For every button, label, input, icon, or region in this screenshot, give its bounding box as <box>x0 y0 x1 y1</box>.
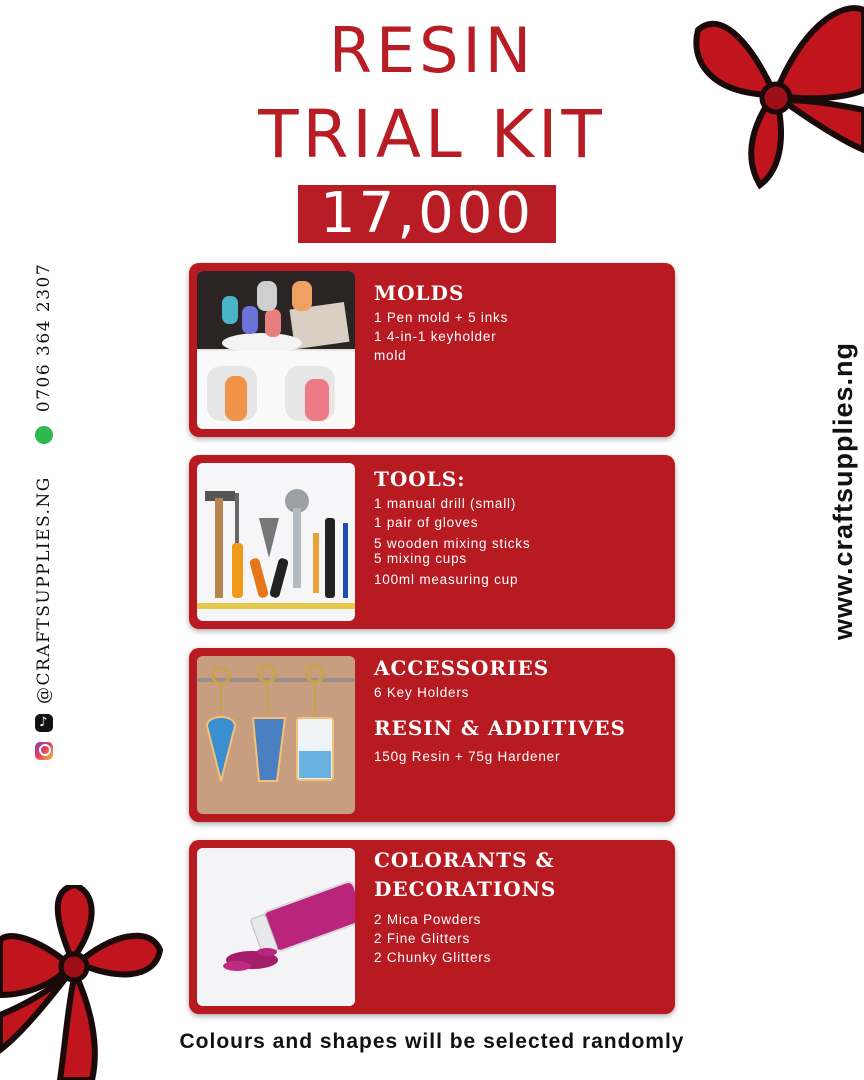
list-item: 5 mixing cups <box>374 551 467 566</box>
section-heading: TOOLS: <box>374 467 466 491</box>
card-colorants-text <box>374 846 665 967</box>
price-badge: 17,000 <box>298 185 556 243</box>
list-item: 1 Pen mold + 5 inks <box>374 310 509 325</box>
social-strip <box>34 263 54 760</box>
list-item: 150g Resin + 75g Hardener <box>374 749 561 764</box>
list-item: 2 Mica Powders <box>374 912 482 927</box>
section-heading: DECORATIONS <box>374 877 557 901</box>
whatsapp-icon <box>35 426 53 444</box>
section-heading: ACCESSORIES <box>374 656 550 680</box>
card-molds-text <box>374 279 665 365</box>
tiktok-icon: ♪ <box>35 714 53 732</box>
list-item: 2 Chunky Glitters <box>374 950 492 965</box>
list-item: 6 Key Holders <box>374 685 470 700</box>
card-molds <box>189 263 675 437</box>
list-item: 1 pair of gloves <box>374 515 479 530</box>
list-item: 2 Fine Glitters <box>374 931 471 946</box>
card-tools-text <box>374 465 665 589</box>
keychains-photo <box>197 656 355 814</box>
title-line-1: RESIN <box>328 14 536 87</box>
glitter-photo <box>197 848 355 1006</box>
phone-number: 0706 364 2307 <box>34 262 54 413</box>
card-tools <box>189 455 675 629</box>
card-accessories <box>189 648 675 822</box>
card-colorants <box>189 840 675 1014</box>
card-accessories-text <box>374 654 665 766</box>
tools-photo <box>197 463 355 621</box>
list-item: 1 4-in-1 keyholder <box>374 329 497 344</box>
section-heading: RESIN & ADDITIVES <box>374 716 626 740</box>
section-heading: COLORANTS & <box>374 848 555 872</box>
list-item: mold <box>374 348 407 363</box>
list-item: 100ml measuring cup <box>374 572 519 587</box>
section-heading: MOLDS <box>374 281 465 305</box>
list-item: 1 manual drill (small) <box>374 496 517 511</box>
title-line-2: TRIAL KIT <box>258 96 606 173</box>
social-handle: @CRAFTSUPPLIES.NG <box>34 476 54 704</box>
website-url: www.craftsupplies.ng <box>828 341 858 640</box>
instagram-icon <box>35 742 53 760</box>
list-item: 5 wooden mixing sticks <box>374 536 531 551</box>
footer-note: Colours and shapes will be selected randomly <box>179 1030 685 1053</box>
molds-photo <box>197 271 355 429</box>
